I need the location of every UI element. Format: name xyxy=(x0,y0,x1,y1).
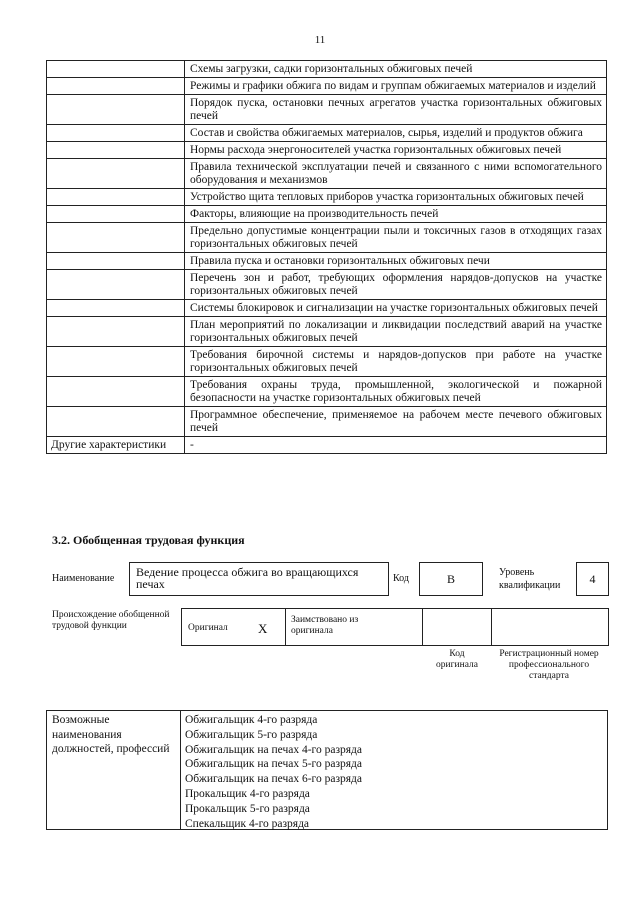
level-box xyxy=(576,562,609,596)
code-label: Код xyxy=(393,573,409,584)
section-title: 3.2. Обобщенная трудовая функция xyxy=(52,533,245,547)
position-item: Прокальщик 5-го разряда xyxy=(185,802,310,815)
position-item: Прокальщик 4-го разряда xyxy=(185,787,310,800)
row-label-cell xyxy=(47,189,185,206)
requirement-item: Порядок пуска, остановки печных агрегатов участка горизонтальных обжиговых печей xyxy=(185,95,607,125)
requirement-item: Программное обеспечение, применяемое на рабочем месте печевого обжиговых печей xyxy=(185,407,607,437)
row-label-cell xyxy=(47,300,185,317)
requirement-item: Факторы, влияющие на производительность печей xyxy=(185,206,607,223)
row-label-cell xyxy=(47,61,185,78)
position-item: Обжигальщик на печах 6-го разряда xyxy=(185,773,362,786)
requirement-item: Режимы и графики обжига по видам и группам обжигаемых материалов и изделий xyxy=(185,78,607,95)
row-label-cell xyxy=(47,223,185,253)
code-box xyxy=(419,562,483,596)
table-row xyxy=(47,125,607,142)
other-characteristics-value: - xyxy=(185,437,607,454)
position-item: Обжигальщик на печах 4-го разряда xyxy=(185,743,362,756)
row-label-cell xyxy=(47,159,185,189)
row-label-cell xyxy=(47,317,185,347)
requirement-item: Требования охраны труда, промышленной, экологической и пожарной безопасности на участке горизонтальных обжиговых печей xyxy=(185,377,607,407)
table-row xyxy=(47,377,607,407)
table-row xyxy=(47,206,607,223)
borrowed-label: Заимствовано из оригинала xyxy=(291,615,359,636)
row-label-cell xyxy=(47,270,185,300)
other-characteristics-label: Другие характеристики xyxy=(47,437,185,454)
position-item: Обжигальщик 5-го разряда xyxy=(185,728,318,741)
requirement-item: Нормы расхода энергоносителей участка горизонтальных обжиговых печей xyxy=(185,142,607,159)
positions-list xyxy=(185,713,362,831)
origin-label: Происхождение обобщенной трудовой функции xyxy=(52,610,170,631)
level-label: Уровень квалификации xyxy=(499,567,561,591)
original-mark: X xyxy=(258,621,268,636)
requirement-item: Требования бирочной системы и нарядов-допусков при работе на участке горизонтальных обжиговых печей xyxy=(185,347,607,377)
level-value: 4 xyxy=(589,571,596,586)
registration-number-cell xyxy=(492,609,608,645)
positions-label: Возможные наименования должностей, профессий xyxy=(47,711,181,829)
code-value: В xyxy=(446,571,455,586)
table-row xyxy=(47,159,607,189)
table-row xyxy=(47,253,607,270)
row-label-cell xyxy=(47,142,185,159)
row-label-cell xyxy=(47,253,185,270)
position-item: Обжигальщик 4-го разряда xyxy=(185,714,318,726)
table-row xyxy=(47,189,607,206)
row-label-cell xyxy=(47,125,185,142)
original-cell xyxy=(182,609,286,645)
requirement-item: Системы блокировок и сигнализации на участке горизонтальных обжиговых печей xyxy=(185,300,607,317)
requirement-item: Устройство щита тепловых приборов участка горизонтальных обжиговых печей xyxy=(185,189,607,206)
requirement-item: Предельно допустимые концентрации пыли и токсичных газов в отходящих газах горизонтальных обжиговых печей xyxy=(185,223,607,253)
table-row xyxy=(47,95,607,125)
knowledge-requirements-table xyxy=(46,60,607,454)
requirement-item: Перечень зон и работ, требующих оформления нарядов-допусков на участке горизонтальных обжиговых печей xyxy=(185,270,607,300)
position-item: Спекальщик 4-го разряда xyxy=(185,817,310,830)
row-label-cell xyxy=(47,347,185,377)
row-label-cell xyxy=(47,407,185,437)
page-number: 11 xyxy=(314,34,326,46)
requirement-item: Состав и свойства обжигаемых материалов, сырья, изделий и продуктов обжига xyxy=(185,125,607,142)
origin-row xyxy=(181,608,609,646)
table-row xyxy=(47,300,607,317)
requirement-item: Схемы загрузки, садки горизонтальных обжиговых печей xyxy=(185,61,607,78)
table-row xyxy=(47,142,607,159)
row-label-cell xyxy=(47,206,185,223)
position-item: Обжигальщик на печах 5-го разряда xyxy=(185,758,362,771)
table-row xyxy=(47,407,607,437)
table-row xyxy=(47,317,607,347)
name-label: Наименование xyxy=(52,573,115,584)
row-label-cell xyxy=(47,78,185,95)
registration-number-caption: Регистрационный номер профессионального стандарта xyxy=(499,649,599,681)
other-characteristics-row xyxy=(47,437,607,454)
borrowed-cell xyxy=(286,609,423,645)
function-name-value: Ведение процесса обжига во вращающихся печах xyxy=(136,565,359,591)
row-label-cell xyxy=(47,95,185,125)
requirement-item: Правила пуска и остановки горизонтальных обжиговых печи xyxy=(185,253,607,270)
requirement-item: План мероприятий по локализации и ликвидации последствий аварий на участке горизонтальных обжиговых печей xyxy=(185,317,607,347)
original-code-cell xyxy=(423,609,492,645)
original-label: Оригинал xyxy=(188,623,228,633)
requirement-item: Правила технической эксплуатации печей и связанного с ними вспомогательного оборудования и механизмов xyxy=(185,159,607,189)
table-row xyxy=(47,223,607,253)
table-row xyxy=(47,347,607,377)
positions-table xyxy=(46,710,608,830)
table-row xyxy=(47,270,607,300)
function-name-box xyxy=(129,562,389,596)
table-row xyxy=(47,78,607,95)
original-code-caption: Код оригинала xyxy=(436,649,478,670)
row-label-cell xyxy=(47,377,185,407)
table-row xyxy=(47,61,607,78)
